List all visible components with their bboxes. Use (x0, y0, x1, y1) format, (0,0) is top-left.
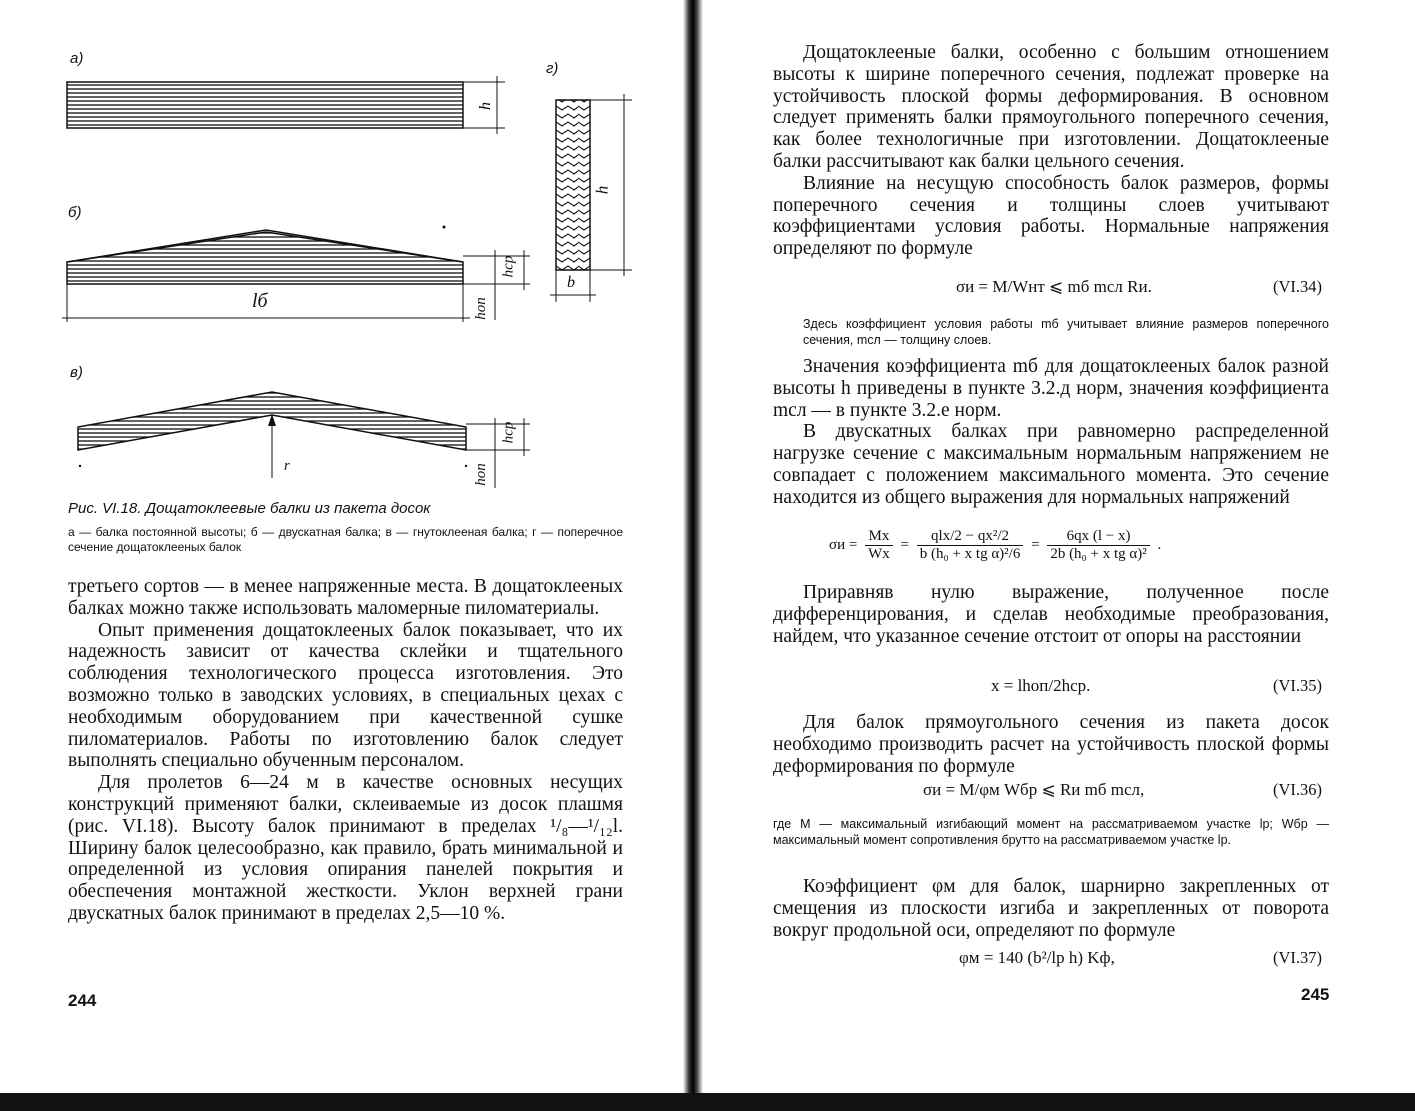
scan-bottom-edge (0, 1093, 1415, 1111)
formula-vi-34: σи = M/Wнт ⩽ mб mсл Rи. (956, 277, 1152, 296)
figure-vi-18 (0, 0, 683, 500)
dim-hon-b: hоп (472, 297, 489, 320)
page-number-left: 244 (68, 991, 97, 1010)
dim-lb: lб (252, 290, 268, 312)
equation-number-34: (VI.34) (1273, 277, 1323, 296)
fraction-3: $\frac{6qx (l - x)}{\text{2b (h₀ + x tg α)²}}$ (1047, 528, 1149, 563)
paragraph: Значения коэффициента mб для дощатоклееных балок разной высоты h приведены в пункте 3.2.д норм, значения коэффициента mсл — в пункте 3.2.е норм. (773, 356, 1329, 421)
dim-r: r (284, 458, 290, 474)
fig-label-g: г) (546, 60, 559, 77)
formula-vi-36: σи = M/φм Wбр ⩽ Rи mб mсл, (923, 780, 1145, 799)
right-text-block-2 (773, 356, 1329, 509)
dim-hcp-b: hср (500, 255, 517, 278)
equation-number-35: (VI.35) (1273, 676, 1323, 695)
dim-b: b (567, 274, 575, 291)
left-page (0, 0, 683, 1111)
paragraph: Коэффициент φм для балок, шарнирно закрепленных от смещения из плоскости изгиба и закрепленных от поворота вокруг продольной оси, определяют по формуле (773, 876, 1329, 941)
dim-hon-v: hоп (472, 463, 489, 486)
right-text-block-4 (773, 712, 1329, 777)
fig-label-b: б) (68, 204, 82, 221)
paragraph: Дощатоклееные балки, особенно с большим отношением высоты к ширине поперечного сечения, подлежат проверке на устойчивость плоской формы деформирования. В основном следует применять балки прямоугольного поперечного сечения, как более технологичные при изготовлении. Дощатоклееные балки рассчитывают как балки цельного сечения. (773, 42, 1329, 172)
equation-number-37: (VI.37) (1273, 948, 1323, 967)
book-gutter (683, 0, 703, 1111)
paragraph: Для балок прямоугольного сечения из пакета досок необходимо производить расчет на устойчивость плоской формы деформирования по формуле (773, 712, 1329, 777)
svg-text:h: h (477, 102, 494, 110)
formula-vi-37: φм = 140 (b²/lр h) Kф, (959, 948, 1115, 967)
note-vi-34: Здесь коэффициент условия работы mб учитывает влияние размеров поперечного сечения, mсл — толщину слоев. (803, 317, 1329, 347)
right-page (703, 0, 1415, 1111)
dim-hcp-v: hср (500, 421, 517, 444)
fig-label-a: а) (70, 50, 84, 67)
page-number-right: 245 (1301, 985, 1330, 1004)
paragraph: В двускатных балках при равномерно распределенной нагрузке сечение с максимальным нормальным напряжением не совпадает с положением максимального момента. Это сечение находится из общего выражения для нормальных напряжений (773, 421, 1329, 508)
beam-b (62, 226, 530, 323)
beam-a (67, 76, 505, 134)
paragraph: Для пролетов 6—24 м в качестве основных несущих конструкций применяют балки, склеиваемые из досок плашмя (рис. VI.18). Высоту балок принимают в пределах ¹/₈—¹/₁₂l. Ширину балок целесообразно, как правило, брать минимальной и определенной из условия опирания панелей покрытия и обеспечения монтажной жесткости. Уклон верхней грани двускатных балок принимают в пределах 2,5—10 %. (68, 772, 623, 924)
paragraph: третьего сортов — в менее напряженные места. В дощатоклееных балках можно также использовать маломерные пиломатериалы. (68, 576, 623, 619)
note-vi-36: где M — максимальный изгибающий момент на рассматриваемом участке lр; Wбр — максимальный момент сопротивления брутто на рассматриваемом участке lр. (773, 817, 1329, 847)
right-text-block-5 (773, 876, 1329, 941)
paragraph: Приравняв нулю выражение, полученное после дифференцирования, и сделав необходимые преобразования, найдем, что указанное сечение отстоит от опоры на расстоянии (773, 582, 1329, 647)
right-text-block-3 (773, 582, 1329, 647)
paragraph: Влияние на несущую способность балок размеров, формы поперечного сечения и толщины слоев учитывают коэффициентами условия работы. Нормальные напряжения определяют по формуле (773, 172, 1329, 260)
equation-number-36: (VI.36) (1273, 780, 1323, 799)
figure-caption-title: Рис. VI.18. Дощатоклеевые балки из пакета досок (68, 500, 431, 517)
formula-lhs: σи = (829, 536, 858, 553)
fraction-2: $\frac{\text{qlx/2 − qx²/2}}{\text{b (h₀ + x tg α)²/6}}$ (917, 528, 1024, 563)
formula-sigma-expression: σи = $\frac{Mx}{Wx}$ = $\frac{\text{qlx/2 − qx²/2}}{\text{b (h₀ + x tg α)²/6}}$ = $\frac{6qx (l - x)}{\text{2b (h₀ + x tg α)²}}$ . (829, 528, 1162, 562)
beam-v (78, 392, 530, 488)
left-body-text (68, 576, 623, 925)
formula-vi-35: x = lhоп/2hср. (991, 676, 1091, 695)
figure-caption-legend: а — балка постоянной высоты; б — двускатная балка; в — гнутоклееная балка; г — поперечное сечение дощатоклееных балок (68, 525, 623, 554)
cross-section-g (550, 94, 632, 302)
fraction-1: $\frac{Mx}{Wx}$ (865, 528, 893, 563)
dim-h-section: h (592, 185, 612, 195)
fig-label-v: в) (70, 364, 83, 381)
paragraph: Опыт применения дощатоклееных балок показывает, что их надежность зависит от качества склейки и тщательного соблюдения технологического процесса изготовления. Это возможно только в заводских условиях, в специальных цехах с необходимым оборудованием при качественной сушке пиломатериалов. Работы по изготовлению балок следует выполнять специально обученным персоналом. (68, 619, 623, 772)
right-text-block-1 (773, 42, 1329, 260)
